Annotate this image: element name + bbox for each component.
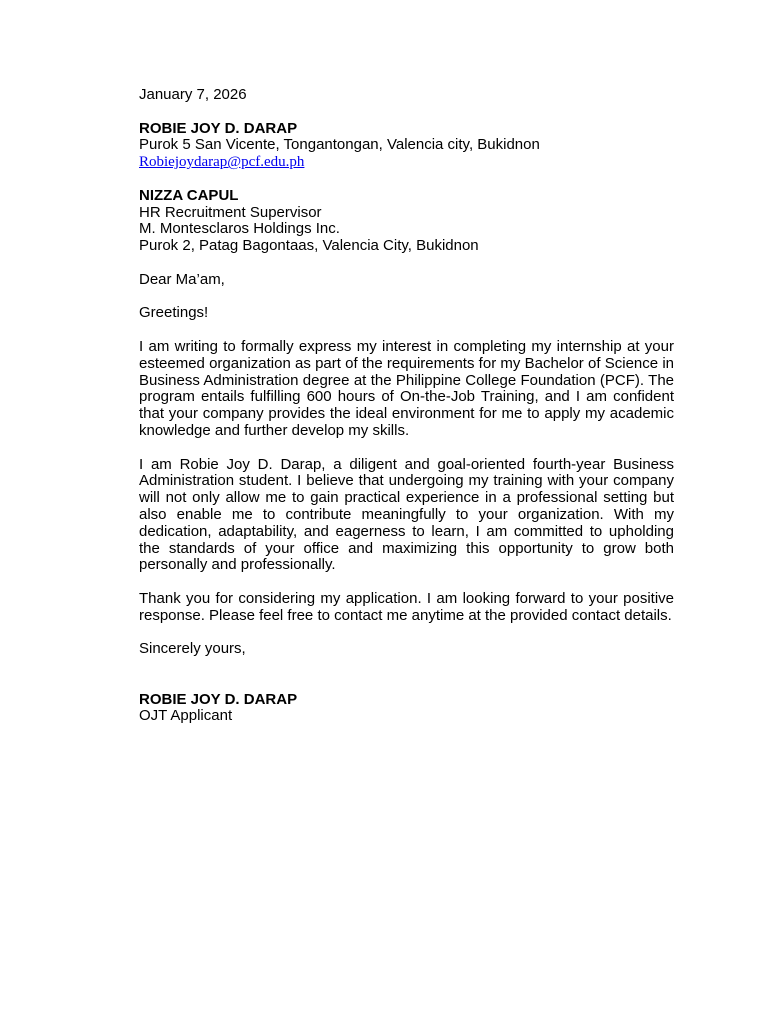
closing xyxy=(139,641,674,658)
sender-address: Purok 5 San Vicente, Tongantongan, Valencia city, Bukidnon xyxy=(139,136,540,154)
sender-block xyxy=(139,121,674,171)
sender-name: ROBIE JOY D. DARAP xyxy=(139,119,298,137)
letter-page xyxy=(139,87,674,742)
salutation-text: Dear Ma’am, xyxy=(139,270,225,288)
body-paragraph-2: I am Robie Joy D. Darap, a diligent and goal-oriented fourth-year Business Administration student. I believe that undergoing my training with your company will not only allow me to gain practical experience in a professional setting but also enable me to contribute meaningfully to your organization. With my dedication, adaptability, and eagerness to learn, I am committed to upholding the standards of your office and maximizing this opportunity to grow both personally and professionally. xyxy=(139,455,674,574)
signature-role: OJT Applicant xyxy=(139,707,233,725)
signature-block xyxy=(139,692,674,726)
greeting xyxy=(139,305,674,322)
greeting-text: Greetings! xyxy=(139,304,209,322)
recipient-company: M. Montesclaros Holdings Inc. xyxy=(139,220,340,238)
date-text: January 7, 2026 xyxy=(139,86,247,103)
salutation xyxy=(139,272,674,289)
body-paragraph-3: Thank you for considering my application. I am looking forward to your positive response. Please feel free to contact me anytime at the provided contact details. xyxy=(139,589,674,624)
body-paragraph-1: I am writing to formally express my interest in completing my internship at your esteemed organization as part of the requirements for my Bachelor of Science in Business Administration degree at the Philippine College Foundation (PCF). The program entails fulfilling 600 hours of On-the-Job Training, and I am confident that your company provides the ideal environment for me to apply my academic knowledge and further develop my skills. xyxy=(139,337,674,439)
letter-date xyxy=(139,87,674,104)
recipient-address: Purok 2, Patag Bagontaas, Valencia City, Bukidnon xyxy=(139,237,479,255)
recipient-name: NIZZA CAPUL xyxy=(139,186,239,204)
signature-name: ROBIE JOY D. DARAP xyxy=(139,690,298,708)
closing-text: Sincerely yours, xyxy=(139,640,246,658)
recipient-block xyxy=(139,188,674,255)
recipient-title: HR Recruitment Supervisor xyxy=(139,203,322,221)
sender-email-link[interactable]: Robiejoydarap@pcf.edu.ph xyxy=(139,154,305,171)
signature-gap xyxy=(139,675,674,692)
